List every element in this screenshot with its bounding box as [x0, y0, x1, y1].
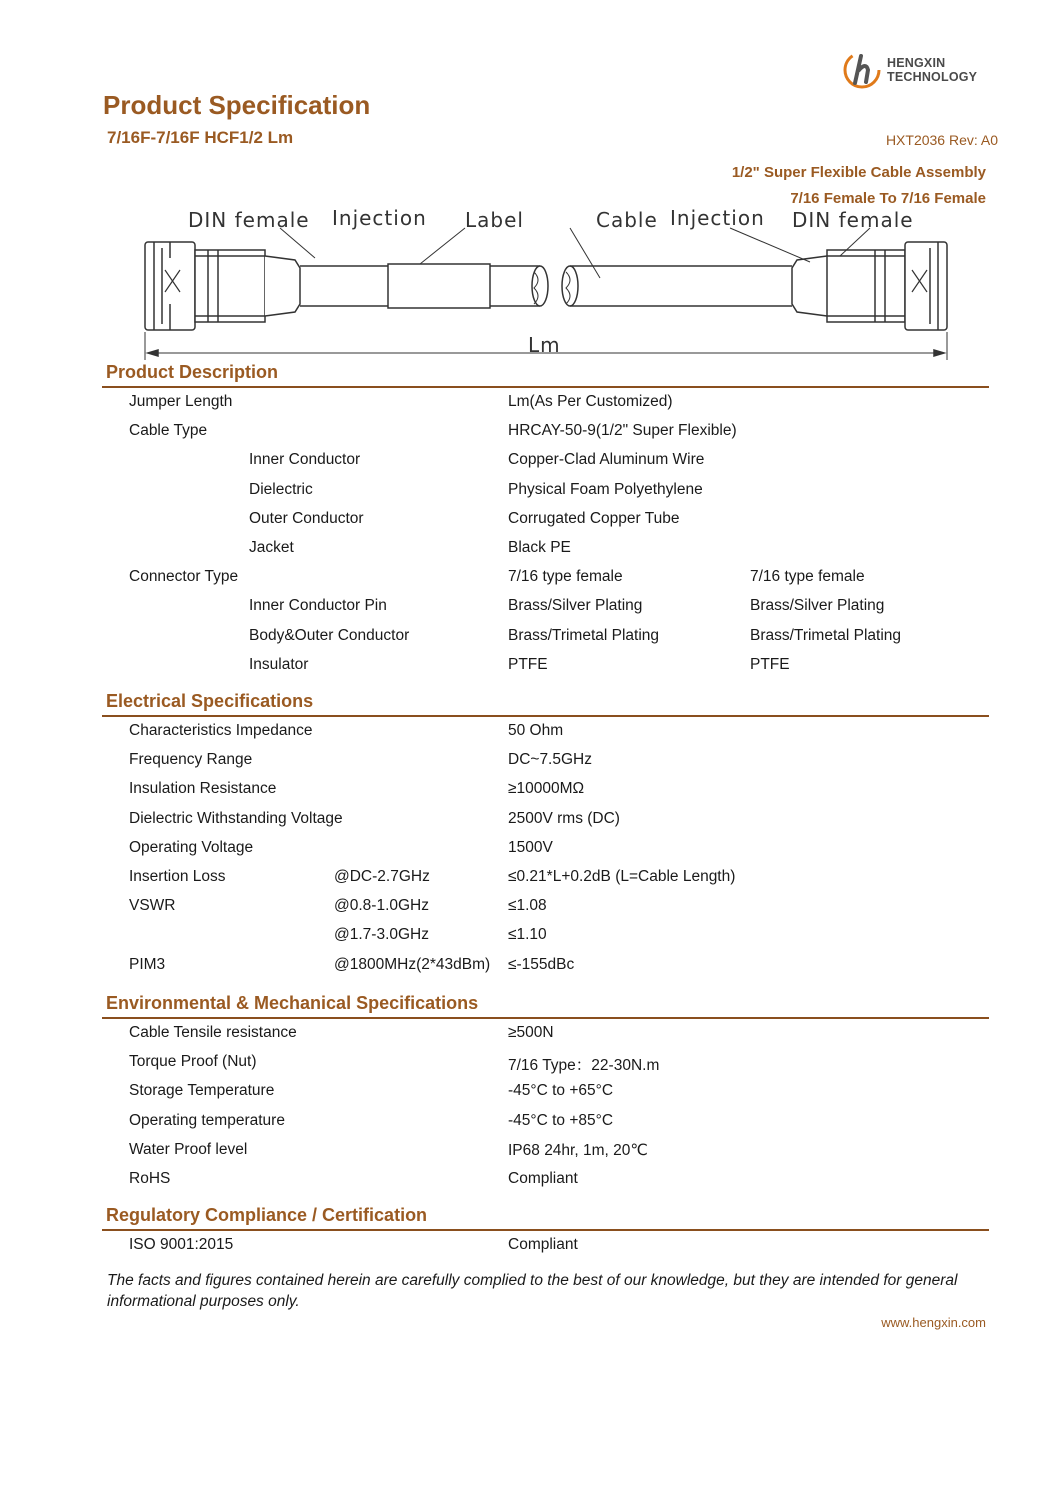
- table-row: [0, 393, 1060, 422]
- spec-label: RoHS: [129, 1170, 171, 1187]
- spec-label: Frequency Range: [129, 751, 253, 769]
- spec-condition: @1800MHz(2*43dBm): [334, 955, 491, 973]
- spec-label: Connector Type: [129, 568, 239, 586]
- spec-label: Cable Type: [129, 422, 208, 440]
- left-connector-body: [195, 250, 265, 322]
- section-divider: [102, 386, 989, 388]
- spec-value: 2500V rms (DC): [508, 809, 620, 827]
- table-row: [0, 926, 1060, 955]
- right-injection: [792, 256, 827, 316]
- table-row: [0, 839, 1060, 868]
- document-number: HXT2036 Rev: A0: [885, 132, 998, 148]
- spec-value: -45°C to +85°C: [508, 1111, 614, 1129]
- label-din-female-right: DIN female: [792, 208, 914, 232]
- spec-label: Dielectric: [249, 480, 313, 498]
- spec-label: Jumper Length: [129, 393, 233, 410]
- spec-label: Water Proof level: [129, 1140, 248, 1158]
- company-logo: [842, 50, 992, 90]
- spec-value-second: 7/16 type female: [750, 568, 865, 586]
- spec-label: Cable Tensile resistance: [129, 1024, 297, 1041]
- table-row: [0, 1053, 1060, 1082]
- cable-label: [388, 264, 490, 308]
- spec-label: Body&Outer Conductor: [249, 626, 410, 644]
- section-environmental: Environmental & Mechanical Specifications: [106, 993, 479, 1013]
- spec-label: PIM3: [129, 955, 166, 973]
- right-coupling-nut: [905, 242, 947, 330]
- spec-value: 50 Ohm: [508, 722, 564, 739]
- website-link[interactable]: www.hengxin.com: [881, 1315, 986, 1330]
- table-row: [0, 539, 1060, 568]
- table-row: [0, 1112, 1060, 1141]
- spec-value: Physical Foam Polyethylene: [508, 480, 703, 498]
- section-electrical: Electrical Specifications: [106, 691, 314, 711]
- spec-label: Inner Conductor: [249, 451, 361, 469]
- product-model: 7/16F-7/16F HCF1/2 Lm: [107, 128, 294, 147]
- label-cable: Cable: [596, 208, 658, 232]
- table-row: [0, 722, 1060, 751]
- spec-value: Black PE: [508, 539, 571, 556]
- table-row: [0, 751, 1060, 780]
- spec-label: Outer Conductor: [249, 509, 364, 527]
- spec-label: Dielectric Withstanding Voltage: [129, 809, 343, 827]
- table-row: [0, 1024, 1060, 1053]
- spec-label: Operating temperature: [129, 1111, 285, 1129]
- spec-label: Insulation Resistance: [129, 780, 277, 798]
- label-label: Label: [465, 208, 524, 232]
- spec-value: ≤0.21*L+0.2dB (L=Cable Length): [508, 868, 736, 885]
- table-row: [0, 510, 1060, 539]
- table-row: [0, 1236, 1060, 1265]
- label-injection-right: Injection: [670, 206, 765, 230]
- logo-line1: HENGXIN: [887, 56, 946, 70]
- table-row: [0, 868, 1060, 897]
- table-row: [0, 956, 1060, 985]
- spec-value: HRCAY-50-9(1/2" Super Flexible): [508, 422, 737, 440]
- spec-value-second: Brass/Silver Plating: [750, 597, 885, 615]
- spec-value: ≤1.10: [508, 926, 547, 944]
- table-row: [0, 1170, 1060, 1199]
- section-divider: [102, 1229, 989, 1231]
- spec-label: Storage Temperature: [129, 1082, 275, 1100]
- spec-label: VSWR: [129, 897, 176, 915]
- table-row: [0, 597, 1060, 626]
- spec-value: Corrugated Copper Tube: [508, 509, 680, 527]
- section-product-description: Product Description: [106, 362, 279, 382]
- spec-value: DC~7.5GHz: [508, 751, 592, 769]
- spec-label: Torque Proof (Nut): [129, 1053, 257, 1071]
- assembly-title: 1/2" Super Flexible Cable Assembly: [731, 164, 986, 181]
- section-divider: [102, 715, 989, 717]
- spec-value: Compliant: [508, 1236, 578, 1253]
- table-row: [0, 422, 1060, 451]
- left-injection: [265, 256, 300, 316]
- spec-value-second: PTFE: [750, 655, 790, 673]
- spec-label: Insulator: [249, 655, 309, 673]
- spec-value: -45°C to +65°C: [508, 1082, 614, 1100]
- spec-value: Compliant: [508, 1170, 578, 1187]
- table-row: [0, 1082, 1060, 1111]
- table-row: [0, 481, 1060, 510]
- logo-line2: TECHNOLOGY: [887, 70, 978, 84]
- spec-value: Copper-Clad Aluminum Wire: [508, 451, 705, 469]
- hengxin-h-logo-icon: [842, 50, 882, 90]
- assembly-subtitle: 7/16 Female To 7/16 Female: [790, 190, 986, 207]
- spec-condition: @0.8-1.0GHz: [334, 897, 429, 915]
- spec-condition: @DC-2.7GHz: [334, 868, 430, 885]
- spec-value-second: Brass/Trimetal Plating: [750, 626, 902, 644]
- spec-value: Brass/Trimetal Plating: [508, 626, 660, 644]
- disclaimer-text: The facts and figures contained herein are carefully complied to the best of our knowledge, but they are intended for general informational purposes only.: [107, 1272, 958, 1310]
- table-row: [0, 627, 1060, 656]
- table-row: [0, 810, 1060, 839]
- spec-value: 7/16 type female: [508, 568, 623, 586]
- section-divider: [102, 1017, 989, 1019]
- spec-label: Jacket: [249, 539, 294, 556]
- table-row: [0, 1141, 1060, 1170]
- spec-value: ≤1.08: [508, 897, 547, 915]
- spec-value: Brass/Silver Plating: [508, 597, 643, 615]
- spec-condition: @1.7-3.0GHz: [334, 926, 429, 944]
- table-row: [0, 568, 1060, 597]
- spec-value: ≤-155dBc: [508, 955, 575, 973]
- label-length: Lm: [528, 333, 561, 357]
- label-din-female-left: DIN female: [188, 208, 310, 232]
- table-row: [0, 451, 1060, 480]
- spec-label: ISO 9001:2015: [129, 1236, 234, 1253]
- section-regulatory: Regulatory Compliance / Certification: [106, 1205, 428, 1225]
- table-row: [0, 656, 1060, 685]
- spec-value: PTFE: [508, 655, 548, 673]
- spec-label: Characteristics Impedance: [129, 722, 313, 739]
- spec-label: Insertion Loss: [129, 868, 226, 885]
- table-row: [0, 780, 1060, 809]
- spec-value: ≥10000MΩ: [508, 780, 585, 798]
- spec-value: ≥500N: [508, 1024, 554, 1041]
- page-title: Product Specification: [103, 90, 371, 120]
- spec-value: 1500V: [508, 838, 553, 856]
- spec-value: 7/16 Type：22-30N.m: [508, 1057, 660, 1075]
- right-connector-body: [827, 250, 905, 322]
- table-row: [0, 897, 1060, 926]
- label-injection-left: Injection: [332, 206, 427, 230]
- spec-label: Inner Conductor Pin: [249, 597, 387, 615]
- cable-assembly-drawing: [130, 200, 960, 360]
- spec-value: Lm(As Per Customized): [508, 393, 673, 410]
- spec-label: Operating Voltage: [129, 838, 254, 856]
- spec-value: IP68 24hr, 1m, 20℃: [508, 1141, 648, 1159]
